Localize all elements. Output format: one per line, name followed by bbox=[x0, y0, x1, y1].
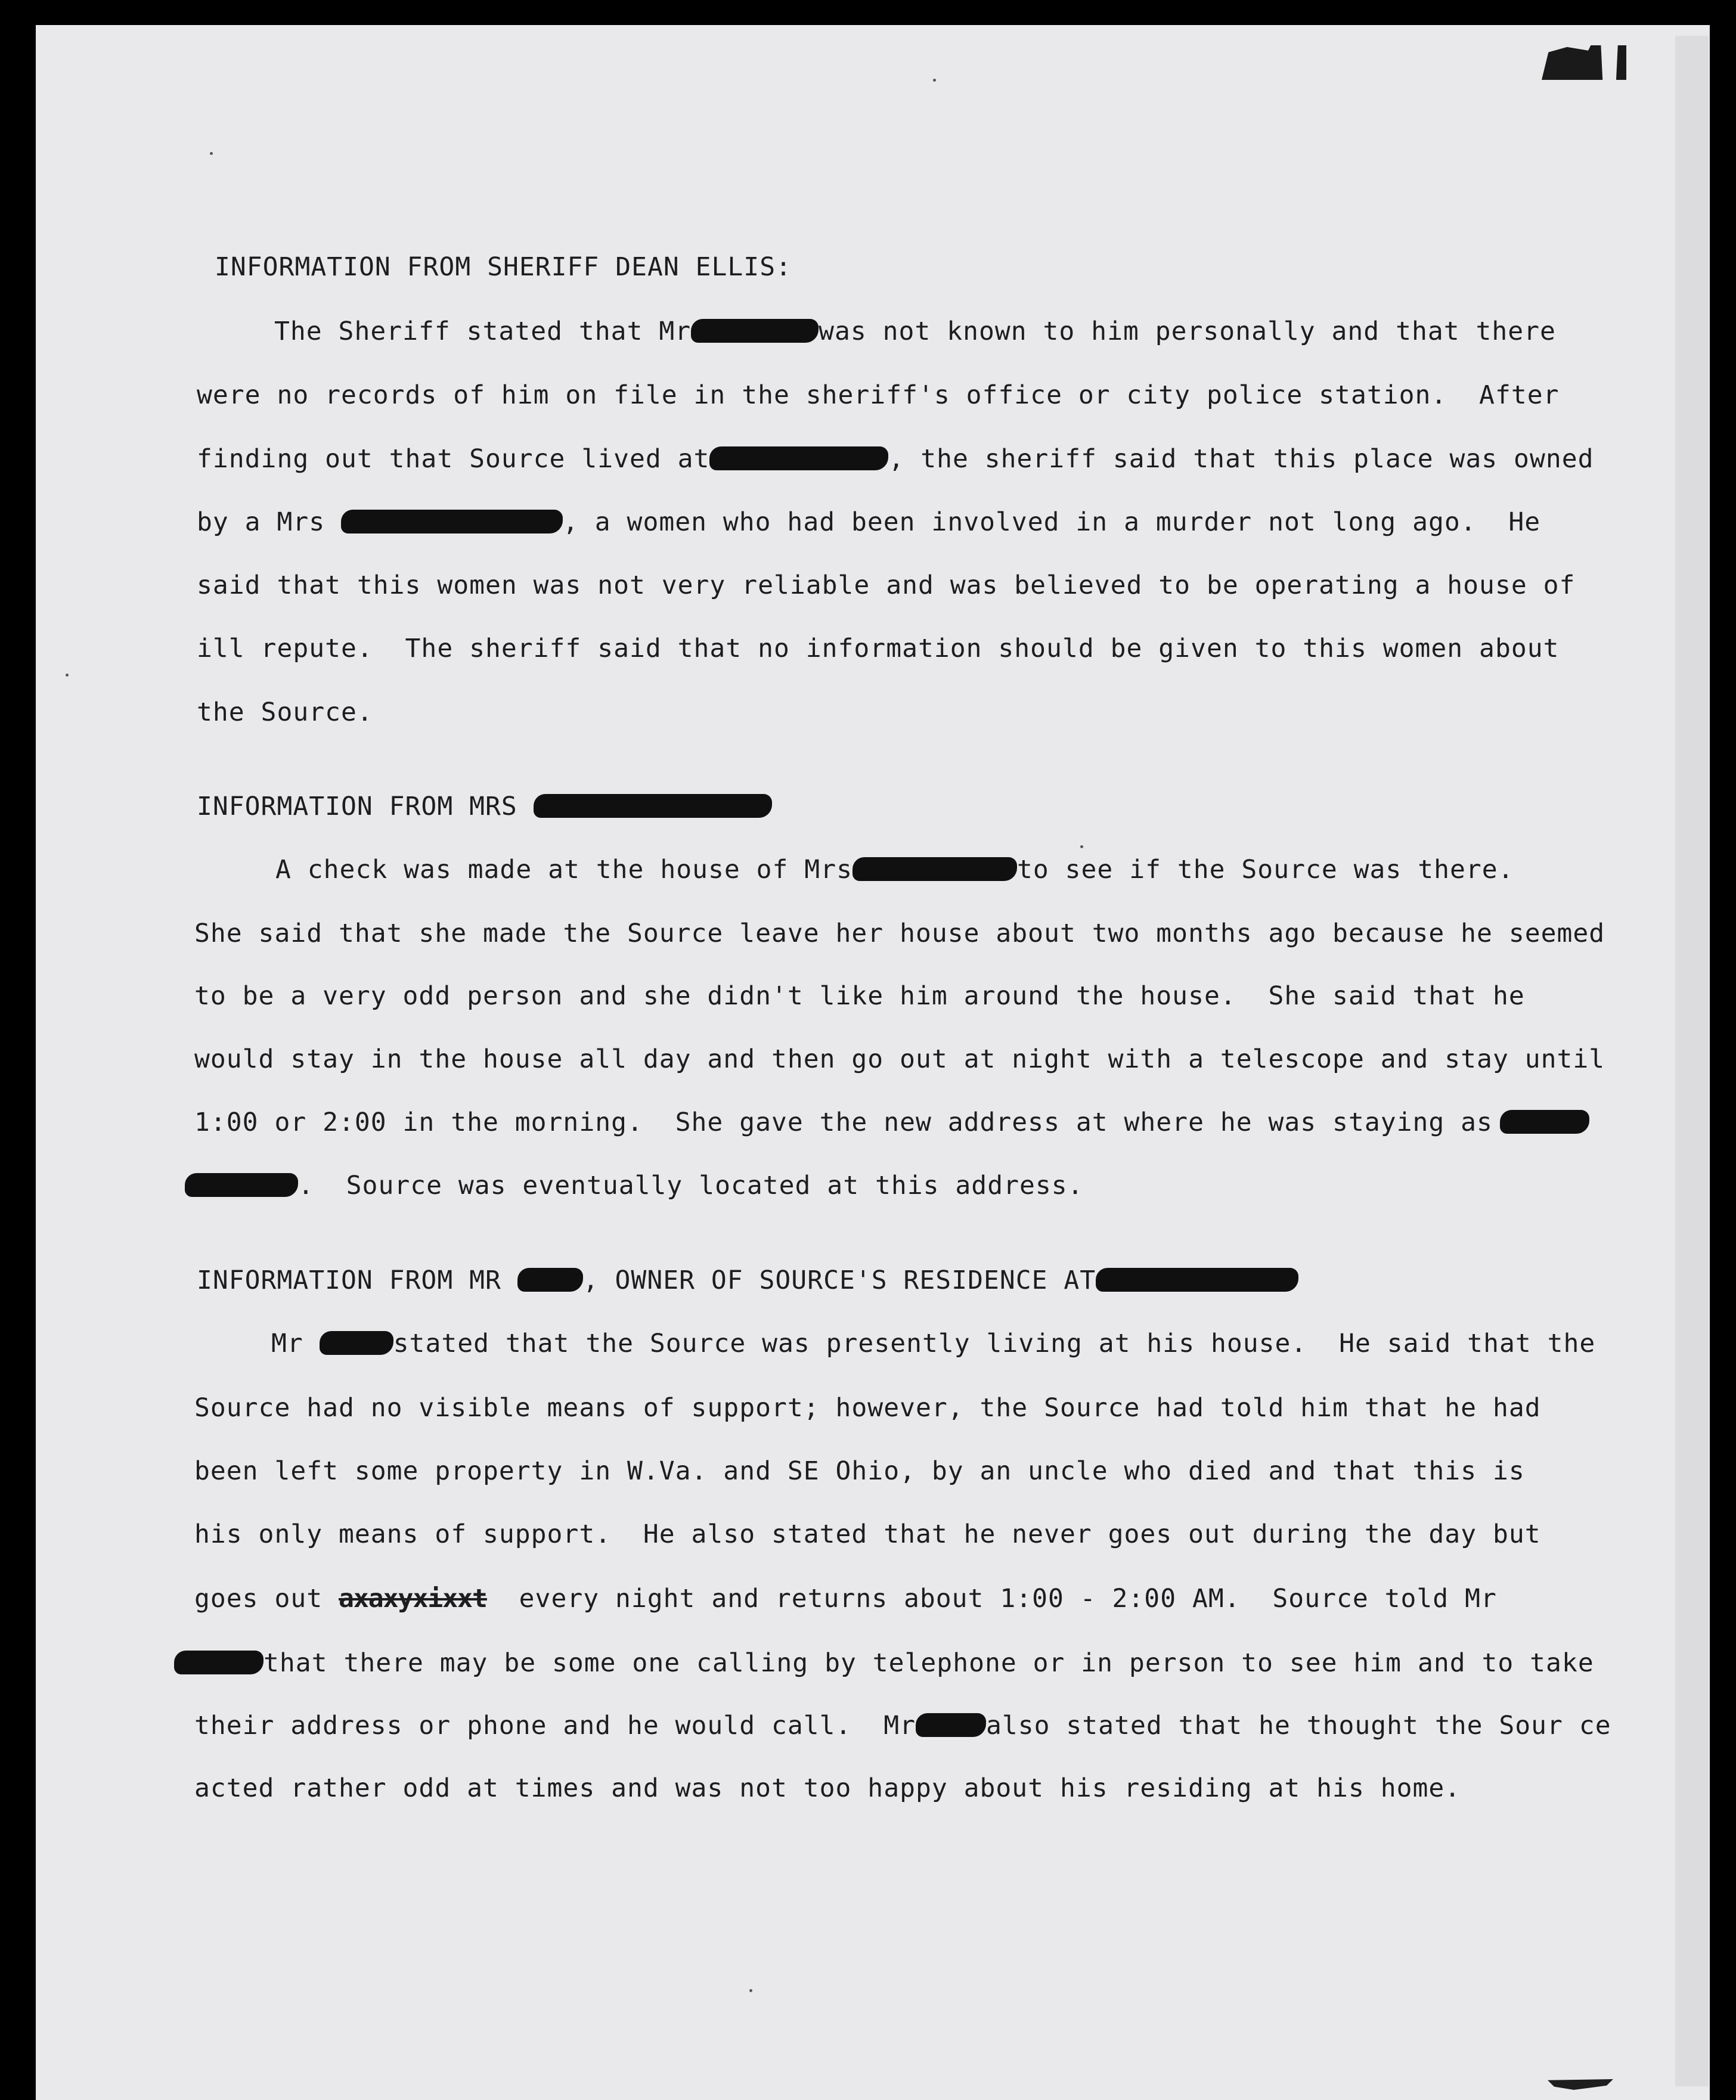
line-text: would stay in the house all day and then go out at night with a telescope and stay until bbox=[194, 1044, 1605, 1074]
redaction-block bbox=[709, 446, 888, 470]
line-text: were no records of him on file in the sheriff's office or city police station. After bbox=[197, 380, 1560, 410]
text-line bbox=[197, 505, 1540, 539]
line-text: A check was made at the house of Mrs bbox=[275, 855, 852, 885]
text-line bbox=[197, 696, 373, 729]
text-line bbox=[194, 1518, 1541, 1551]
line-text: said that this women was not very reliable and was believed to be operating a house of bbox=[197, 570, 1576, 600]
line-text: their address or phone and he would call. Mr bbox=[194, 1711, 916, 1741]
line-text: The Sheriff stated that Mr bbox=[274, 317, 692, 346]
redaction-block bbox=[852, 857, 1017, 881]
redaction-block bbox=[534, 794, 772, 818]
text-line bbox=[275, 853, 1514, 886]
line-text: every night and returns about 1:00 - 2:00 AM. Source told Mr bbox=[486, 1584, 1497, 1614]
line-text: the Source. bbox=[197, 697, 373, 727]
line-text: . Source was eventually located at this address. bbox=[298, 1171, 1084, 1201]
line-text: his only means of support. He also stated that he never goes out during the day but bbox=[194, 1519, 1541, 1549]
text-line bbox=[194, 917, 1605, 950]
line-text: , a women who had been involved in a murder not long ago. He bbox=[563, 507, 1541, 537]
text-line bbox=[271, 1327, 1595, 1360]
line-text: been left some property in W.Va. and SE Ohio, by an uncle who died and that this is bbox=[194, 1456, 1525, 1486]
section-heading bbox=[215, 250, 792, 284]
line-text: Mr bbox=[271, 1329, 320, 1358]
text-line bbox=[194, 1709, 1611, 1742]
text-line bbox=[274, 315, 1556, 348]
text-line bbox=[194, 1582, 1497, 1615]
redaction-block bbox=[916, 1713, 986, 1737]
line-text: by a Mrs bbox=[197, 507, 341, 537]
line-text: to see if the Source was there. bbox=[1016, 855, 1514, 885]
section-heading bbox=[197, 790, 772, 823]
redaction-block bbox=[341, 510, 563, 533]
text-line bbox=[194, 1391, 1541, 1425]
heading-text: INFORMATION FROM SHERIFF DEAN ELLIS: bbox=[215, 252, 792, 282]
line-text: goes out bbox=[194, 1584, 339, 1614]
text-line bbox=[194, 1772, 1461, 1805]
section-heading bbox=[197, 1264, 1298, 1297]
line-text: also stated that he thought the Sour ce bbox=[985, 1711, 1611, 1741]
redaction-block bbox=[185, 1173, 298, 1197]
line-text: acted rather odd at times and was not too happy about his residing at his home. bbox=[194, 1773, 1461, 1803]
heading-text: INFORMATION FROM MRS bbox=[197, 792, 534, 821]
redaction-block bbox=[1096, 1268, 1298, 1292]
line-text: finding out that Source lived at bbox=[197, 444, 710, 474]
text-line bbox=[174, 1646, 1594, 1680]
redaction-block bbox=[1500, 1110, 1589, 1134]
text-line bbox=[194, 1454, 1525, 1488]
text-line bbox=[185, 1169, 1084, 1202]
heading-text: INFORMATION FROM MR bbox=[197, 1265, 517, 1295]
redaction-block bbox=[691, 319, 819, 343]
text-line bbox=[197, 379, 1560, 412]
redaction-block bbox=[174, 1651, 264, 1674]
line-text: , the sheriff said that this place was owned bbox=[888, 444, 1594, 474]
text-line bbox=[194, 1106, 1589, 1139]
heading-text: , OWNER OF SOURCE'S RESIDENCE AT bbox=[582, 1265, 1096, 1295]
line-text: stated that the Source was presently living at his house. He said that the bbox=[393, 1329, 1596, 1358]
line-text: was not known to him personally and that there bbox=[819, 317, 1556, 346]
text-line bbox=[194, 979, 1525, 1013]
text-line bbox=[197, 632, 1560, 665]
line-text: to be a very odd person and she didn't like him around the house. She said that he bbox=[194, 981, 1525, 1011]
line-text: Source had no visible means of support; however, the Source had told him that he had bbox=[194, 1393, 1541, 1423]
line-text: 1:00 or 2:00 in the morning. She gave the new address at where he was staying as bbox=[194, 1108, 1493, 1137]
text-line bbox=[194, 1043, 1605, 1076]
line-text: that there may be some one calling by telephone or in person to see him and to take bbox=[264, 1648, 1594, 1678]
struck-out-text: axaxyxixxt bbox=[339, 1584, 487, 1614]
text-line bbox=[197, 569, 1575, 602]
line-text: ill repute. The sheriff said that no information should be given to this women about bbox=[197, 634, 1560, 663]
line-text: She said that she made the Source leave her house about two months ago because he seemed bbox=[194, 919, 1605, 948]
redaction-block bbox=[320, 1331, 393, 1355]
redaction-block bbox=[517, 1268, 583, 1292]
text-line bbox=[197, 442, 1594, 476]
